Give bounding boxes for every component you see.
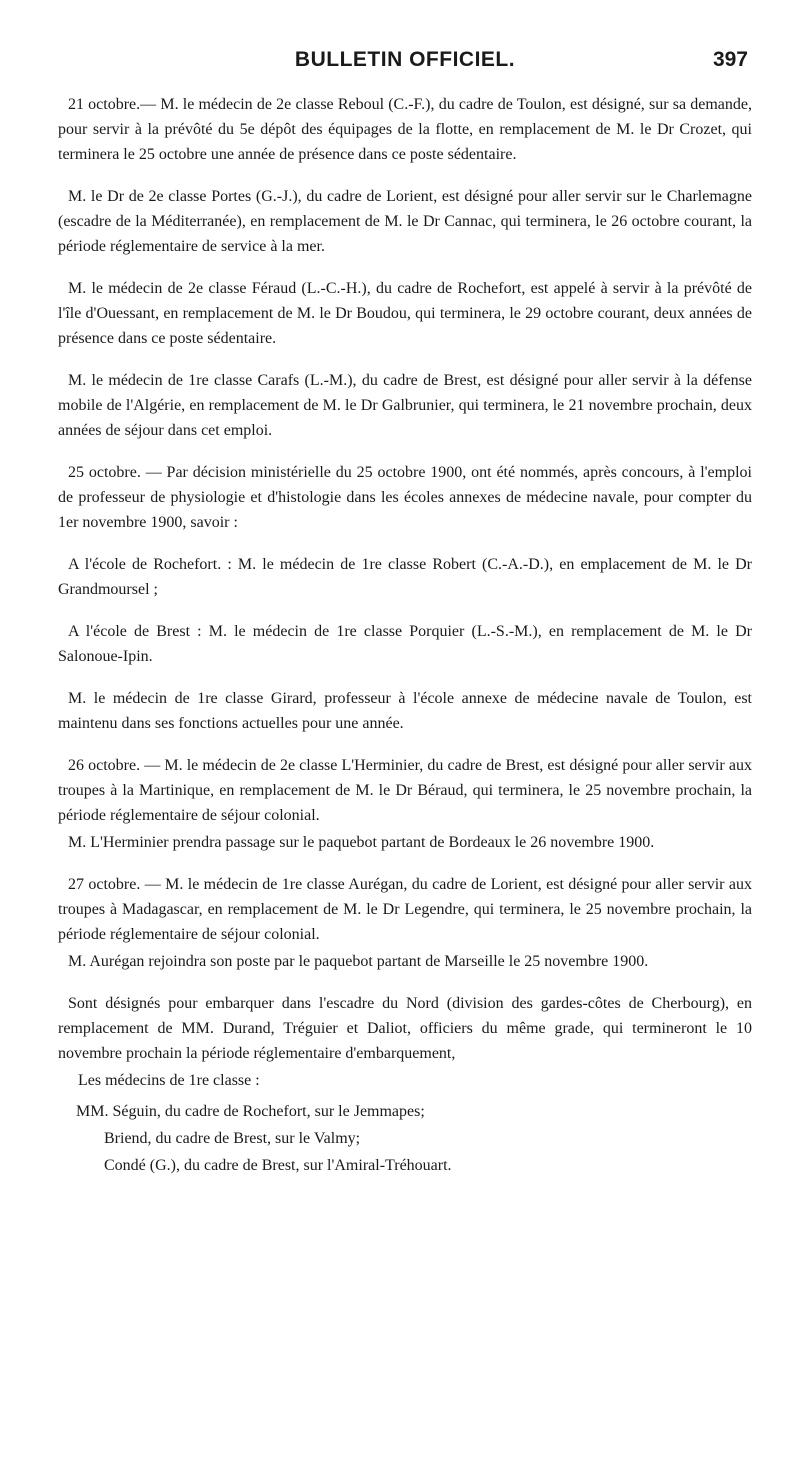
- paragraph-feraud: M. le médecin de 2e classe Féraud (L.-C.-H.), du cadre de Rochefort, est appelé à servir à la prévôté de l'île d'Ouessant, en remplacement de M. le Dr Boudou, qui terminera, le 29 octobre courant, deux années de présence dans ce poste sédentaire.: [58, 280, 752, 347]
- paragraph-rochefort-school: A l'école de Rochefort. : M. le médecin de 1re classe Robert (C.-A.-D.), en emplacement de M. le Dr Grandmoursel ;: [58, 556, 752, 598]
- paragraph-lherminier-passage: M. L'Herminier prendra passage sur le paquebot partant de Bordeaux le 26 novembre 1900.: [68, 834, 655, 851]
- paragraph-auregan: 27 octobre. — M. le médecin de 1re classe Aurégan, du cadre de Lorient, est désigné pour aller servir aux troupes à Madagascar, en remplacement de M. le Dr Legendre, qui terminera, le 25 novembre prochain, la période réglementaire de séjour colonial.: [58, 876, 752, 943]
- paragraph-portes: M. le Dr de 2e classe Portes (G.-J.), du cadre de Lorient, est désigné pour aller servir sur le Charlemagne (escadre de la Méditerranée), en remplacement de M. le Dr Cannac, qui terminera, le 26 octobre courant, la période réglementaire de service à la mer.: [58, 188, 752, 255]
- paragraph-carafs: M. le médecin de 1re classe Carafs (L.-M.), du cadre de Brest, est désigné pour aller servir à la défense mobile de l'Algérie, en remplacement de M. le Dr Galbrunier, qui terminera, le 21 novembre prochain, deux années de séjour dans cet emploi.: [58, 372, 752, 439]
- page-number: 397: [712, 48, 748, 71]
- running-title: BULLETIN OFFICIEL.: [294, 48, 516, 71]
- page-header: [58, 44, 752, 84]
- paragraph-brest-school: A l'école de Brest : M. le médecin de 1re classe Porquier (L.-S.-M.), en remplacement de M. le Dr Salonoue-Ipin.: [58, 623, 752, 665]
- document-body: [58, 92, 752, 1178]
- paragraph-decision: 25 octobre. — Par décision ministérielle du 25 octobre 1900, ont été nommés, après concours, à l'emploi de professeur de physiologie et d'histologie dans les écoles annexes de médecine navale, pour compter du 1er novembre 1900, savoir :: [58, 464, 752, 531]
- paragraph-lherminier: 26 octobre. — M. le médecin de 2e classe L'Herminier, du cadre de Brest, est désigné pour aller servir aux troupes à la Martinique, en remplacement de M. le Dr Béraud, qui terminera, le 25 novembre prochain, la période réglementaire de séjour colonial.: [58, 757, 752, 824]
- paragraph-medecins-label: Les médecins de 1re classe :: [78, 1072, 260, 1089]
- paragraph-auregan-passage: M. Aurégan rejoindra son poste par le paquebot partant de Marseille le 25 novembre 1900.: [68, 953, 649, 970]
- paragraph-girard: M. le médecin de 1re classe Girard, professeur à l'école annexe de médecine navale de Toulon, est maintenu dans ses fonctions actuelles pour une année.: [58, 690, 752, 732]
- list-item: Briend, du cadre de Brest, sur le Valmy;: [104, 1130, 361, 1147]
- paragraph-reboul: 21 octobre.— M. le médecin de 2e classe Reboul (C.-F.), du cadre de Toulon, est désigné, sur sa demande, pour servir à la prévôté du 5e dépôt des équipages de la flotte, en remplacement de M. le Dr Crozet, qui terminera le 25 octobre une année de présence dans ce poste sédentaire.: [58, 96, 752, 163]
- list-item: MM. Séguin, du cadre de Rochefort, sur le Jemmapes;: [76, 1103, 425, 1120]
- paragraph-escadre-nord: Sont désignés pour embarquer dans l'escadre du Nord (division des gardes-côtes de Cherbourg), en remplacement de MM. Durand, Tréguier et Daliot, officiers du même grade, qui termineront le 10 novembre prochain la période réglementaire d'embarquement,: [58, 995, 752, 1062]
- list-item: Condé (G.), du cadre de Brest, sur l'Amiral-Tréhouart.: [104, 1157, 452, 1174]
